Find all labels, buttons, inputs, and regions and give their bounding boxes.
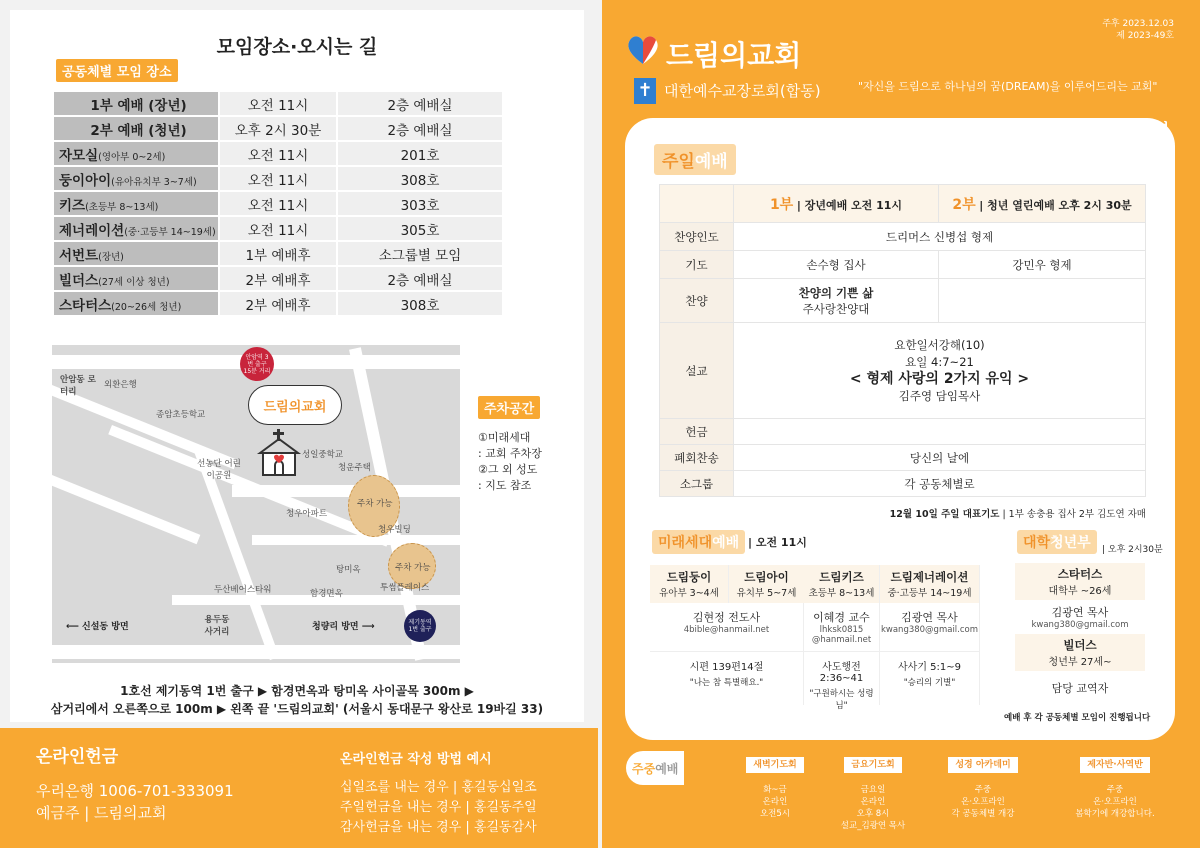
church-name: 드림의교회 [666,39,802,72]
weekday-line: 봄학기에 개강합니다. [1075,809,1155,819]
venue-time: 오전 11시 [220,217,336,240]
hymn-choir: 주사랑찬양대 [802,301,870,316]
map-label: 외환은행 [104,380,137,390]
venue-time: 1부 예배후 [220,242,336,265]
row-header: 소그룹 [660,471,734,497]
weekday-line: 온·오프라인 [961,797,1005,807]
map-label: 투썸플레이스 [380,583,430,593]
dept-name: 드림제너레이션 [890,570,969,584]
weekday-line: 온라인 [762,797,788,807]
sunday-service-table [659,184,1146,497]
page-title: 모임장소·오시는 길 [216,36,378,58]
builders-leader: 담당 교역자 [1051,682,1109,695]
youth-time: | 오후 2시30분 [1102,545,1163,555]
example-line: 주일헌금을 내는 경우 | 홍길동주일 [340,800,537,815]
row-header: 헌금 [660,419,734,445]
left-page [10,10,584,722]
weekday-line: 온라인 [860,797,886,807]
dept-email: kwang380@gmail.com [880,625,979,635]
weekday-line: 각 공동체별 개강 [951,809,1015,819]
parking-line: ②그 외 성도 [478,463,538,476]
denomination: 대한예수교장로회(합동) [664,82,821,100]
map-label: 청우아파트 [286,509,328,519]
weekday-item [720,756,830,820]
venue-place: 308호 [338,292,502,315]
sermon-preacher: 김주영 담임목사 [898,388,981,403]
weekday-line: 설교_김광연 목사 [840,821,906,831]
service-2-text: | 청년 열린예배 오후 2시 30분 [979,198,1132,212]
future-col-header [728,565,804,603]
dept-email: 4bible@hanmail.net [683,625,770,635]
logo-heart-icon [626,34,660,66]
dept-name: 드림키즈 [819,570,864,584]
parking-line: : 지도 참조 [478,479,532,492]
dept-teacher: 김현정 전도사 [692,611,761,624]
dept-age: 초등부 8~13세 [808,588,875,599]
venue-time: 2부 예배후 [220,267,336,290]
map-label: 함경면옥 [310,589,343,599]
starters-email: kwang380@gmail.com [1031,620,1129,630]
youth-label: 대학청년부 [1017,530,1097,554]
pastor-name: 김 주 영 [1115,120,1169,138]
venue-row [54,92,502,115]
parking-line: : 교회 주차장 [478,447,542,460]
starters: 스타터스 [1057,567,1103,581]
weekday-tag: 제자반·사역반 [1079,756,1151,774]
left-direction: ⟵ 신설동 방면 [66,622,129,632]
dept-title: "나는 참 특별해요." [689,678,764,688]
venue-row [54,117,502,140]
weekday-tag: 새벽기도회 [745,756,804,774]
weekday-tag: 금요기도회 [843,756,902,774]
praise-lead: 드리머스 신병섭 형제 [734,223,1146,251]
venue-place: 2층 예배실 [338,117,502,140]
closing-hymn: 당신의 날에 [734,445,1146,471]
dept-title: "구원하시는 성령님" [809,689,874,711]
online-title: 온라인헌금 [36,747,119,767]
dept-teacher: 이혜경 교수 [813,611,870,624]
parking-info [478,430,542,494]
weekday-line: 오전5시 [759,809,791,819]
map-label: 청우빌딩 [378,525,411,535]
dept-text: 사사기 5:1~9 [898,662,961,673]
map-label: 종암초등학교 [156,410,206,420]
weekday-tag: 성경 아카데미 [947,756,1018,774]
dept-name: 드림둥이 [666,570,712,584]
future-col [880,565,980,705]
venue-group: 서번트(장년) [54,242,218,265]
weekday-label: 주중예배 [632,762,679,776]
venue-time: 오전 11시 [220,192,336,215]
venue-group: 키즈(초등부 8~13세) [54,192,218,215]
sermon-series: 요한일서강해(10) [894,337,985,352]
rep-prayer: 12월 10일 주일 대표기도 | 1부 송충용 집사 2부 김도연 자매 [889,509,1146,520]
venue-group: 스타터스(20~26세 청년) [54,292,218,315]
map-label: 청운주택 [338,463,371,473]
issue-number: 제 2023-49호 [1116,31,1174,41]
venue-place: 303호 [338,192,502,215]
parking-line: ①미래세대 [478,431,531,444]
venue-time: 오전 11시 [220,92,336,115]
prayer-1: 손수형 집사 [734,251,939,279]
right-direction: 청량리 방면 ⟶ [312,622,375,632]
row-header: 찬양인도 [660,223,734,251]
row-header: 기도 [660,251,734,279]
map-label: 성일중학교 [302,450,344,460]
dept-email: lhksk0815 @hanmail.net [811,625,872,645]
church-icon [252,427,308,479]
venue-row [54,242,502,265]
future-worship-label: 미래세대예배 [652,530,745,554]
venue-place: 308호 [338,167,502,190]
card-pastor-spacer [740,116,1175,178]
church-bubble [248,385,342,425]
how-examples [340,778,537,838]
venue-row [54,267,502,290]
starters-leader: 김광연 목사 [1051,606,1109,619]
youth-block [1015,563,1145,705]
weekday-row [700,756,1180,840]
venue-group: 빌더스(27세 이상 청년) [54,267,218,290]
cross-icon: ✝ [634,78,656,104]
pastor-english: Senior Pastor Kim, Ju Young [1025,139,1169,151]
service-1-num: 1부 [769,196,794,213]
exit-badge: 제기동역 1번 출구 [404,610,436,642]
future-col [804,565,880,711]
venue-time: 오전 11시 [220,167,336,190]
row-header: 찬양 [660,279,734,323]
church-map-label: 드림의교회 [263,399,327,415]
dept-age: 중·고등부 14~19세 [887,588,972,599]
venue-table [52,90,504,317]
weekday-line: 주중 [1106,785,1124,795]
dept-text: 사도행전 2:36~41 [819,662,864,684]
venue-time: 오전 11시 [220,142,336,165]
venue-time: 2부 예배후 [220,292,336,315]
dept-text: 시편 139편14절 [689,662,764,673]
weekday-item [1060,756,1170,820]
station-badge: 안암역 3번 출구 15분 거리 [240,347,274,381]
map-label: 용두동 사거리 [204,615,230,637]
map-label: 탕미옥 [336,565,361,575]
hymn-title: 찬양의 기쁜 삶 [798,285,874,300]
row-header: 설교 [660,323,734,419]
directions [10,682,584,718]
dept-age: 유아부 3~4세 [659,588,719,599]
weekday-line: 온·오프라인 [1093,797,1137,807]
builders-age: 청년부 27세~ [1048,657,1112,668]
venue-tag: 공동체별 모임 장소 [56,59,178,82]
pastor-label: 담임목사 [1064,123,1112,137]
venue-row [54,192,502,215]
parking-mark-1: 주차 가능 [357,499,393,509]
dept-title: "승리의 기별" [903,678,956,688]
future-grid [650,565,1002,711]
example-line: 감사헌금을 내는 경우 | 홍길동감사 [340,820,537,835]
venue-row [54,142,502,165]
venue-place: 305호 [338,217,502,240]
builders: 빌더스 [1063,638,1097,652]
venue-place: 201호 [338,142,502,165]
youth-note: 예배 후 각 공동체별 모임이 진행됩니다 [1004,713,1151,723]
venue-row [54,292,502,315]
sermon-title: < 형제 사랑의 2가지 유익 > [849,370,1030,387]
weekday-item [928,756,1038,820]
account-holder: 예금주 | 드림의교회 [36,804,167,822]
weekday-line: 주중 [974,785,992,795]
venue-group: 둥이아이(유아유치부 3~7세) [54,167,218,190]
venue-place: 소그룹별 모임 [338,242,502,265]
venue-place: 2층 예배실 [338,267,502,290]
venue-row [54,217,502,240]
prayer-2: 강민우 형제 [939,251,1146,279]
service-2-num: 2부 [952,196,976,213]
motto: "자신을 드림으로 하나님의 꿈(DREAM)을 이루어드리는 교회" [858,80,1158,93]
dept-teacher: 김광연 목사 [901,611,958,624]
venue-place: 2층 예배실 [338,92,502,115]
weekday-line: 오후 8시 [856,809,890,819]
map-label: 선농단 어린이공원 [197,459,241,481]
dept-name: 드림아이 [744,570,789,584]
weekday-line: 금요일 [860,785,886,795]
weekday-line: 화~금 [763,785,787,795]
map-label: 안암동 로터리 [60,375,96,397]
sermon-ref: 요일 4:7~21 [905,354,974,369]
how-title: 온라인헌금 작성 방법 예시 [340,752,492,767]
bank-account: 우리은행 1006-701-333091 [36,782,234,800]
map-label: 두산베어스타워 [214,585,272,595]
venue-group: 2부 예배 (청년) [54,117,218,140]
weekday-item [818,756,928,832]
row-header: 폐회찬송 [660,445,734,471]
directions-line: 1호선 제기동역 1번 출구 ▶ 함경면옥과 탕미옥 사이골목 300m ▶ [120,684,474,698]
online-offering-panel [0,728,598,848]
sunday-worship-label: 주일예배 [654,144,736,175]
issue-info [1102,18,1174,42]
venue-row [54,167,502,190]
parking-tag: 주차공간 [478,396,540,419]
location-map [52,345,460,663]
small-group: 각 공동체별로 [734,471,1146,497]
dept-age: 유치부 5~7세 [736,588,797,599]
venue-group: 제너레이션(중·고등부 14~19세) [54,217,218,240]
starters-age: 대학부 ~26세 [1048,586,1112,597]
parking-mark-2: 주차 가능 [395,563,431,573]
issue-date: 주후 2023.12.03 [1102,19,1174,29]
service-1-text: | 장년예배 오전 11시 [796,198,903,212]
future-time: | 오전 11시 [748,536,807,549]
venue-time: 오후 2시 30분 [220,117,336,140]
example-line: 십일조를 내는 경우 | 홍길동십일조 [340,780,537,795]
directions-line: 삼거리에서 오른쪽으로 100m ▶ 왼쪽 끝 '드림의교회' (서울시 동대문구 왕산로 19바길 33) [50,702,544,716]
venue-group: 자모실(영아부 0~2세) [54,142,218,165]
venue-group: 1부 예배 (장년) [54,92,218,115]
